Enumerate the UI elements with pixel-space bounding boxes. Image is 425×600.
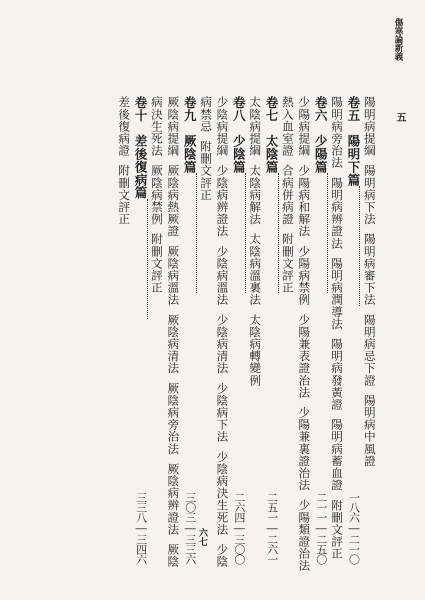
- page-range: 三三八―三四六: [134, 492, 148, 564]
- toc-entry: 陽明病辨證法: [330, 176, 345, 250]
- toc-entry: 厥陰病清法: [166, 313, 181, 375]
- toc-entry: 太陰病溫裏法: [248, 233, 263, 306]
- page-range: 一八六―二一〇: [347, 492, 361, 564]
- toc-entry: 附刪文評正: [199, 140, 214, 201]
- toc-entry: 少陽病和解法: [297, 164, 312, 238]
- chapter-heading-row: [346, 96, 360, 564]
- toc-entry: 少陰病辨證法: [215, 164, 230, 238]
- chapter-heading: 卷七 太陰篇: [264, 96, 280, 174]
- toc-entry: 厥陰病熱厥證: [166, 164, 181, 238]
- toc-entry: 少陰病溫法: [215, 245, 230, 306]
- toc-entry: 太陰病轉變例: [248, 313, 263, 387]
- toc-entry: 少陰病下法: [215, 382, 230, 443]
- toc-entry: 附刪文評正: [149, 233, 164, 294]
- entry-row: [150, 96, 164, 564]
- toc-entry: 陽明病審下法: [362, 233, 377, 306]
- page-range: 二五一―二六一: [265, 492, 279, 564]
- running-head: 傷寒論新義: [393, 18, 403, 61]
- entry-row: [281, 96, 295, 564]
- entry-row: [363, 96, 377, 564]
- toc-entry: 少陽類證治法: [297, 499, 312, 572]
- chapter-heading-row: [314, 96, 328, 564]
- entry-row: [166, 96, 181, 568]
- toc-entry: 厥陰病辨證法: [166, 462, 181, 536]
- toc-entry: 太陰病解法: [248, 164, 263, 225]
- toc-entry: 厥陰病溫法: [166, 245, 181, 306]
- toc-entry: 厥陰: [166, 543, 181, 568]
- chapter-heading-row: [265, 96, 279, 564]
- toc-entry: 差後復病證: [117, 96, 132, 157]
- table-of-contents: [116, 96, 378, 572]
- toc-entry: 陽明病潤導法: [330, 257, 345, 330]
- entry-row: [248, 96, 262, 564]
- leader-dots: [319, 173, 328, 293]
- entry-row: [215, 96, 230, 568]
- entry-row: [199, 96, 213, 564]
- chapter-heading: 卷六 少陽篇: [313, 96, 329, 174]
- toc-entry: 太陰病提綱: [248, 96, 263, 157]
- toc-entry: 熱入血室證: [280, 96, 295, 157]
- chapter-heading-row: [134, 96, 148, 564]
- toc-entry: 厥陰病禁例: [149, 164, 164, 225]
- toc-entry: 陽明病下法: [362, 164, 377, 225]
- entry-row: [297, 96, 312, 572]
- toc-entry: 厥陰病提綱: [166, 96, 181, 157]
- toc-entry: 少陽病禁例: [297, 245, 312, 306]
- entry-row: [117, 96, 131, 564]
- leader-dots: [188, 173, 197, 293]
- toc-entry: 病禁忌: [199, 96, 214, 133]
- toc-entry: 附刪文評正: [280, 233, 295, 294]
- leader-dots: [270, 173, 279, 293]
- page-range: 二六四―三〇〇: [232, 492, 246, 564]
- toc-entry: 陽明病忌下證: [362, 313, 377, 387]
- chapter-heading: 卷九 厥陰篇: [182, 96, 198, 174]
- toc-entry: 少陽兼表證治法: [297, 313, 312, 399]
- chapter-heading: 卷八 少陰篇: [231, 96, 247, 174]
- toc-entry: 陽明病中風證: [362, 394, 377, 467]
- leader-dots: [139, 199, 148, 319]
- toc-entry: 合病併病證: [280, 164, 295, 225]
- folio-number: 六七: [197, 528, 207, 546]
- toc-entry: 附刪文評正: [117, 164, 132, 225]
- chapter-heading-row: [232, 96, 246, 564]
- toc-entry: 少陰病清法: [215, 313, 230, 375]
- toc-entry: 少陰: [215, 543, 230, 568]
- chapter-heading: 卷十 差後復病篇: [133, 96, 149, 200]
- page-range: 二一一―二五〇: [314, 492, 328, 564]
- page-range: 三〇三―三三六: [183, 492, 197, 564]
- toc-entry: 少陽兼裏證治法: [297, 406, 312, 492]
- toc-entry: 厥陰病旁治法: [166, 382, 181, 455]
- toc-entry: 附刪文評正: [330, 499, 345, 560]
- chapter-heading: 卷五 陽明下篇: [345, 96, 361, 187]
- toc-entry: 少陽病提綱: [297, 96, 312, 157]
- toc-entry: 少陰病提綱: [215, 96, 230, 157]
- leader-dots: [351, 186, 360, 306]
- page-mark: 五: [394, 112, 405, 122]
- entry-row: [330, 96, 344, 564]
- toc-entry: 陽明病發黃證: [330, 337, 345, 411]
- toc-entry: 病決生死法: [149, 96, 164, 157]
- toc-entry: 陽明病蓄血證: [330, 418, 345, 492]
- leader-dots: [237, 173, 246, 293]
- toc-entry: 陽明病旁治法: [330, 96, 345, 169]
- toc-entry: 陽明病提綱: [362, 96, 377, 157]
- chapter-heading-row: [183, 96, 197, 564]
- toc-entry: 少陰病決生死法: [215, 450, 230, 536]
